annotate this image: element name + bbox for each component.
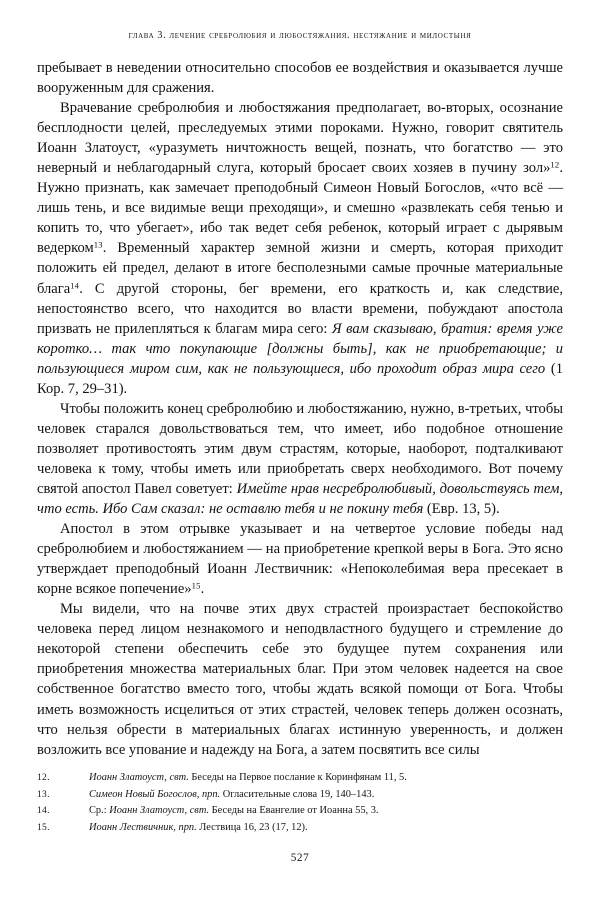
text-run: . [200,581,205,598]
page-number: 527 [290,852,310,864]
text-run: Беседы на Евангелие от Иоанна 55, 3. [209,805,379,817]
text-run: Мы видели, что на почве этих двух страстей произрастает беспокойство человека перед лицом незнакомого и неподвластного будущего и стремление до некоторой степени обеспечить себе это будущее путем сохранения или приобретения множества материальных благ. При этом человек надеется на свое собственное богатство вместо того, чтобы ждать всякой помощи от Бога. Чтобы иметь возможность исцелиться от этих страстей, человек теперь должен осознать, что нельзя обрести в материальных благах истинную уверенность, и должен возложить все упование и надежду на Бога, а затем посвятить все силы [37,601,563,758]
body-paragraph [37,58,563,98]
footnote-number[interactable]: 13. [37,789,50,800]
footnote-reference-marker[interactable]: 15 [191,580,201,591]
body-paragraph [37,399,563,519]
text-run: Врачевание сребролюбия и любостяжания предполагает, во-вторых, осознание бесплодности целей, преследуемых этими пороками. Нужно, говорит святитель Иоанн Златоуст, «уразуметь ничтожность вещей, познать, что богатство — это неверный и неблагодарный слуга, который бросает своих хозяев в пучину зол» [37,100,563,177]
footnote-text [89,770,563,786]
italic-quotation: Имейте нрав несребролюбивый, довольствуясь тем, что есть. Ибо Сам сказал: не оставлю тебя и не покину тебя [37,480,563,518]
italic-quotation: Симеон Новый Богослов, прп. [89,788,221,800]
text-run: (1 Кор. 7, 29–31). [37,360,563,397]
text-run: Лествица 16, 23 (17, 12). [196,821,308,833]
footnote-reference-marker[interactable]: 13 [93,239,103,250]
footnote-text [89,820,563,836]
text-run: Беседы на Первое послание к Коринфянам 11, 5. [188,772,407,783]
text-run: . Временный характер земной жизни и смерть, которая приходит положить ей предел, делают в итоге бесполезными самые прочные материальные блага [37,240,563,297]
footnote-number[interactable]: 14. [37,806,50,817]
footnote-entry [37,787,563,804]
footnote-number[interactable]: 15. [37,822,50,833]
footnote-entry [37,803,563,820]
text-run: Ср.: [89,805,110,817]
text-run: . Нужно признать, как замечает преподобный Симеон Новый Богослов, «что всё — лишь тень, и все видимые вещи преходящи», и смешно «развлекать себя тенью и копить то, что убегает», ибо так ведет себя ребенок, который играет с дырявым ведерком [37,160,563,257]
italic-quotation: Я вам сказываю, братия: время уже коротко… так что покупающие [должны быть], как не приобретающие; и пользующиеся миром сим, как не пользующиеся, ибо проходит образ мира сего [37,320,563,377]
text-run: . С другой стороны, бег времени, его краткость и, как следствие, непостоянство всего, что находится во власти времени, побуждают апостола призвать не прилепляться к благам мира сего: [37,280,563,337]
body-paragraph [37,98,563,399]
footnote-reference-marker[interactable]: 14 [70,279,80,290]
footnote-reference-marker[interactable]: 12 [550,159,560,170]
italic-quotation: Иоанн Златоуст, свт. [109,805,210,817]
text-run: Чтобы положить конец сребролюбию и любостяжанию, нужно, в-третьих, чтобы человек старался довольствоваться тем, что имеет, ибо подобное отношение позволяет противостоять этим двум страстям, которые, наоборот, подталкивают человека к тому, чтобы иметь или приобретать сверх необходимого. Вот почему святой апостол Павел советует: [37,400,563,497]
footnote-text [89,803,563,819]
footnote-entry [37,770,563,787]
italic-quotation: Иоанн Лествичник, прп. [89,821,197,833]
italic-quotation: Иоанн Златоуст, свт. [89,772,189,783]
footnote-number[interactable]: 12. [37,773,50,783]
body-text-block [37,58,563,760]
text-run: Огласительные слова 19, 140–143. [220,788,375,800]
footnote-entry [37,820,563,837]
body-paragraph [37,519,563,599]
running-head: глава 3. лечение сребролюбия и любостяжания. нестяжание и милостыня [128,30,472,41]
body-paragraph [37,599,563,759]
footnotes-block [37,770,563,836]
text-run: пребывает в неведении относительно способов ее воздействия и оказывается лучше вооруженным для сражения. [37,60,563,97]
text-run: (Евр. 13, 5). [423,501,500,518]
footnote-text [89,787,563,803]
text-run: Апостол в этом отрывке указывает и на четвертое условие победы над сребролюбием и любостяжанием — на приобретение крепкой веры в Бога. Это ясно утверждает преподобный Иоанн Лествичник: «Непоколебимая вера пресекает в корне всякое попечение» [37,521,563,598]
